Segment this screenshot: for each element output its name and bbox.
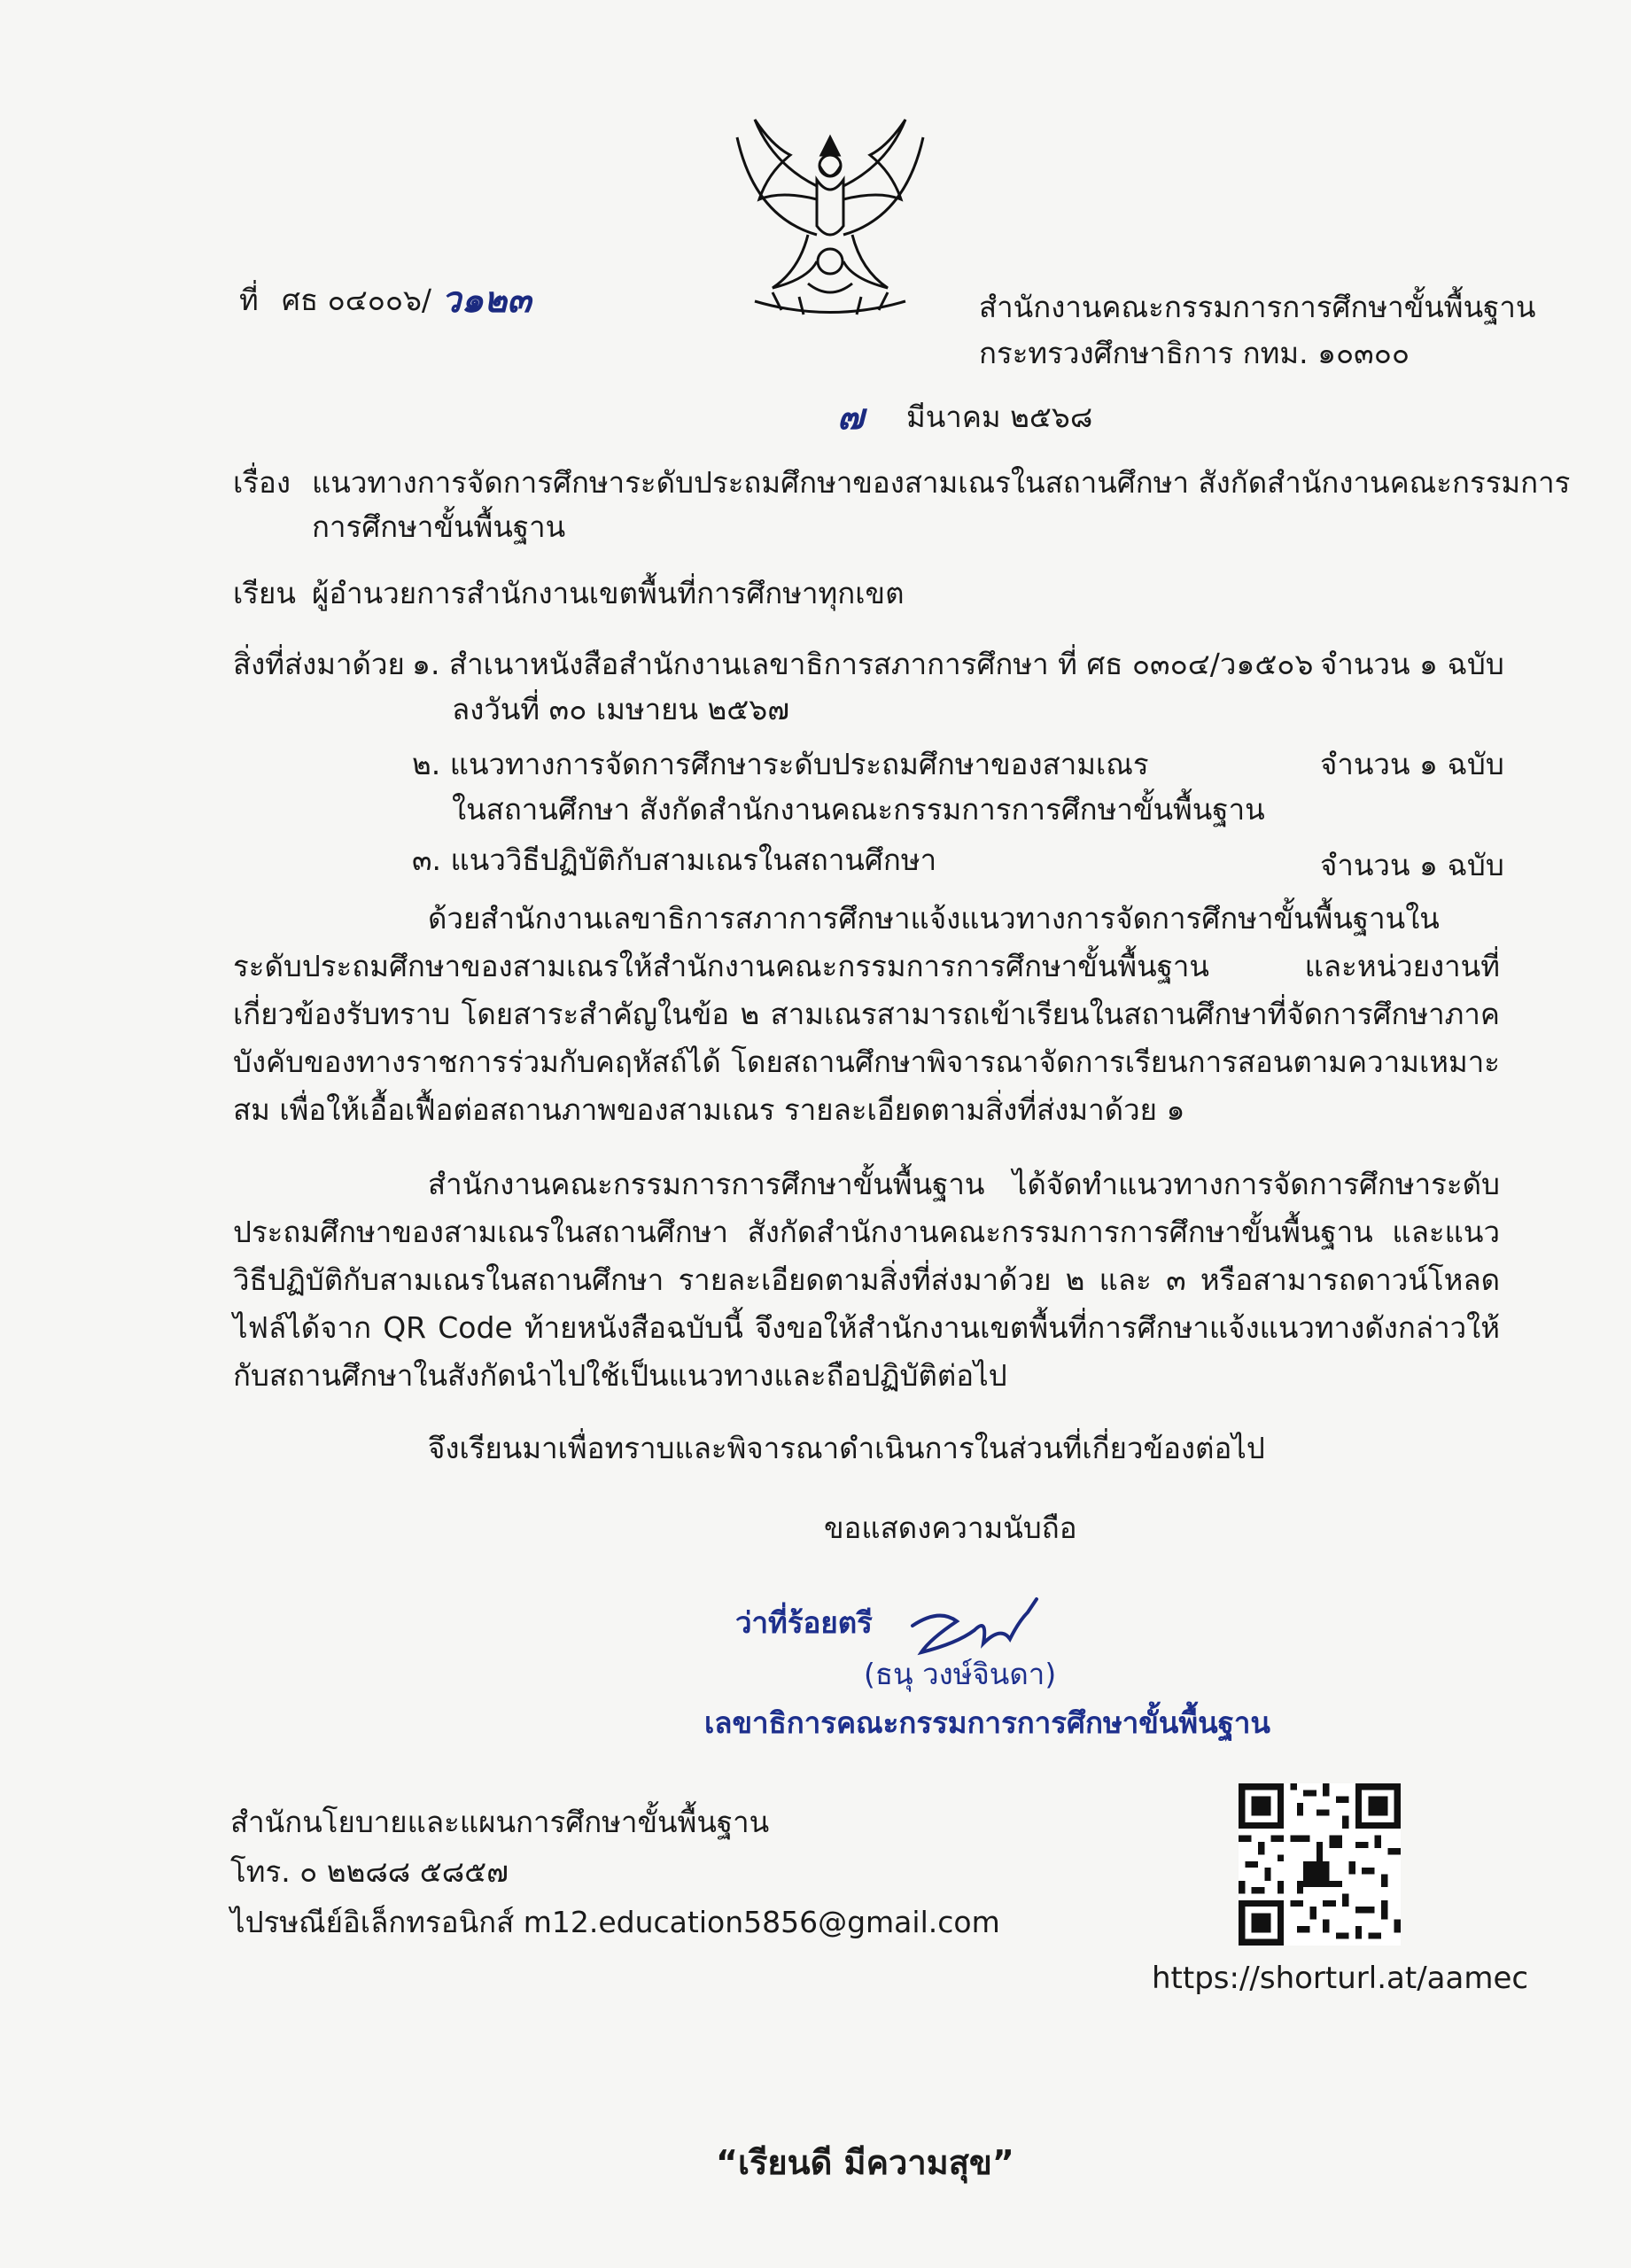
- enclosure-item-2-count: จำนวน ๑ ฉบับ: [1320, 747, 1504, 781]
- closing-regards: ขอแสดงความนับถือ: [824, 1511, 1077, 1545]
- footer-office: สำนักนโยบายและแผนการศึกษาขั้นพื้นฐาน: [230, 1805, 770, 1839]
- enclosure-item-2-line-2: ในสถานศึกษา สังกัดสำนักงานคณะกรรมการการศึกษาขั้นพื้นฐาน: [452, 792, 1265, 827]
- enclosure-item-1-line-1: ๑. สำเนาหนังสือสำนักงานเลขาธิการสภาการศึกษา ที่ ศธ ๐๓๐๔/ว๑๕๐๖: [412, 647, 1314, 681]
- signer-position: เลขาธิการคณะกรรมการการศึกษาขั้นพื้นฐาน: [704, 1705, 1270, 1740]
- body-paragraph-1: [233, 895, 1500, 1134]
- to-text: ผู้อำนวยการสำนักงานเขตพื้นที่การศึกษาทุกเขต: [312, 576, 905, 610]
- signer-name: (ธนุ วงษ์จินดา): [864, 1657, 1057, 1691]
- body-paragraph-2-text: สำนักงานคณะกรรมการการศึกษาขั้นพื้นฐาน ได้จัดทำแนวทางการจัดการศึกษาระดับประถมศึกษาของสามเณรในสถานศึกษา สังกัดสำนักงานคณะกรรมการการศึกษาขั้นพื้นฐาน และแนววิธีปฏิบัติกับสามเณรในสถานศึกษา รายละเอียดตามสิ่งที่ส่งมาด้วย ๒ และ ๓ หรือสามารถดาวน์โหลดไฟล์ได้จาก QR Code ท้ายหนังสือฉบับนี้ จึงขอให้สำนักงานเขตพื้นที่การศึกษาแจ้งแนวทางดังกล่าวให้กับสถานศึกษาในสังกัดนำไปใช้เป็นแนวทางและถือปฏิบัติต่อไป: [233, 1167, 1500, 1393]
- body-paragraph-2: [233, 1161, 1500, 1400]
- subject-label: เรื่อง: [233, 465, 291, 500]
- enclosures-label: สิ่งที่ส่งมาด้วย: [233, 647, 405, 681]
- ref-number: ว๑๒๓: [441, 279, 532, 321]
- agency-name: สำนักงานคณะกรรมการการศึกษาขั้นพื้นฐาน: [979, 290, 1536, 324]
- ref-code: ศธ ๐๔๐๐๖/: [282, 283, 432, 317]
- to-label: เรียน: [233, 576, 296, 610]
- footer-phone: โทร. ๐ ๒๒๘๘ ๕๘๕๗: [230, 1854, 509, 1889]
- footer-email: ไปรษณีย์อิเล็กทรอนิกส์ m12.education5856@gmail.com: [230, 1905, 1000, 1939]
- enclosure-item-1-line-2: ลงวันที่ ๓๐ เมษายน ๒๕๖๗: [452, 692, 790, 726]
- body-paragraph-1-text: ด้วยสำนักงานเลขาธิการสภาการศึกษาแจ้งแนวทางการจัดการศึกษาขั้นพื้นฐานในระดับประถมศึกษาของสามเณรให้สำนักงานคณะกรรมการการศึกษาขั้นพื้นฐาน และหน่วยงานที่เกี่ยวข้องรับทราบ โดยสาระสำคัญในข้อ ๒ สามเณรสามารถเข้าเรียนในสถานศึกษาที่จัดการศึกษาภาคบังคับของทางราชการร่วมกับคฤหัสถ์ได้ โดยสถานศึกษาพิจารณาจัดการเรียนการสอนตามความเหมาะสม เพื่อให้เอื้อเฟื้อต่อสถานภาพของสามเณร รายละเอียดตามสิ่งที่ส่งมาด้วย ๑: [233, 901, 1500, 1127]
- enclosure-item-3-count: จำนวน ๑ ฉบับ: [1320, 848, 1504, 882]
- qr-url[interactable]: https://shorturl.at/aamec: [1152, 1961, 1529, 1996]
- signer-rank: ว่าที่ร้อยตรี: [735, 1605, 873, 1640]
- enclosure-item-2-line-1: ๒. แนวทางการจัดการศึกษาระดับประถมศึกษาของสามเณร: [412, 747, 1149, 781]
- subject-line-2: การศึกษาขั้นพื้นฐาน: [312, 509, 566, 544]
- enclosure-item-1-count: จำนวน ๑ ฉบับ: [1320, 647, 1504, 681]
- date-day: ๗: [837, 396, 865, 438]
- garuda-emblem-icon: [719, 111, 941, 328]
- ref-label: ที่: [239, 283, 259, 317]
- subject-line-1: แนวทางการจัดการศึกษาระดับประถมศึกษาของสามเณรในสถานศึกษา สังกัดสำนักงานคณะกรรมการ: [312, 465, 1571, 500]
- agency-address: กระทรวงศึกษาธิการ กทม. ๑๐๓๐๐: [979, 336, 1410, 370]
- enclosure-item-3-line-1: ๓. แนววิธีปฏิบัติกับสามเณรในสถานศึกษา: [412, 843, 937, 877]
- qr-code-icon[interactable]: [1239, 1783, 1401, 1946]
- motto: “เรียนดี มีความสุข”: [716, 2143, 1014, 2182]
- date-month-year: มีนาคม ๒๕๖๘: [906, 400, 1093, 434]
- body-paragraph-3: จึงเรียนมาเพื่อทราบและพิจารณาดำเนินการในส่วนที่เกี่ยวข้องต่อไป: [428, 1431, 1265, 1465]
